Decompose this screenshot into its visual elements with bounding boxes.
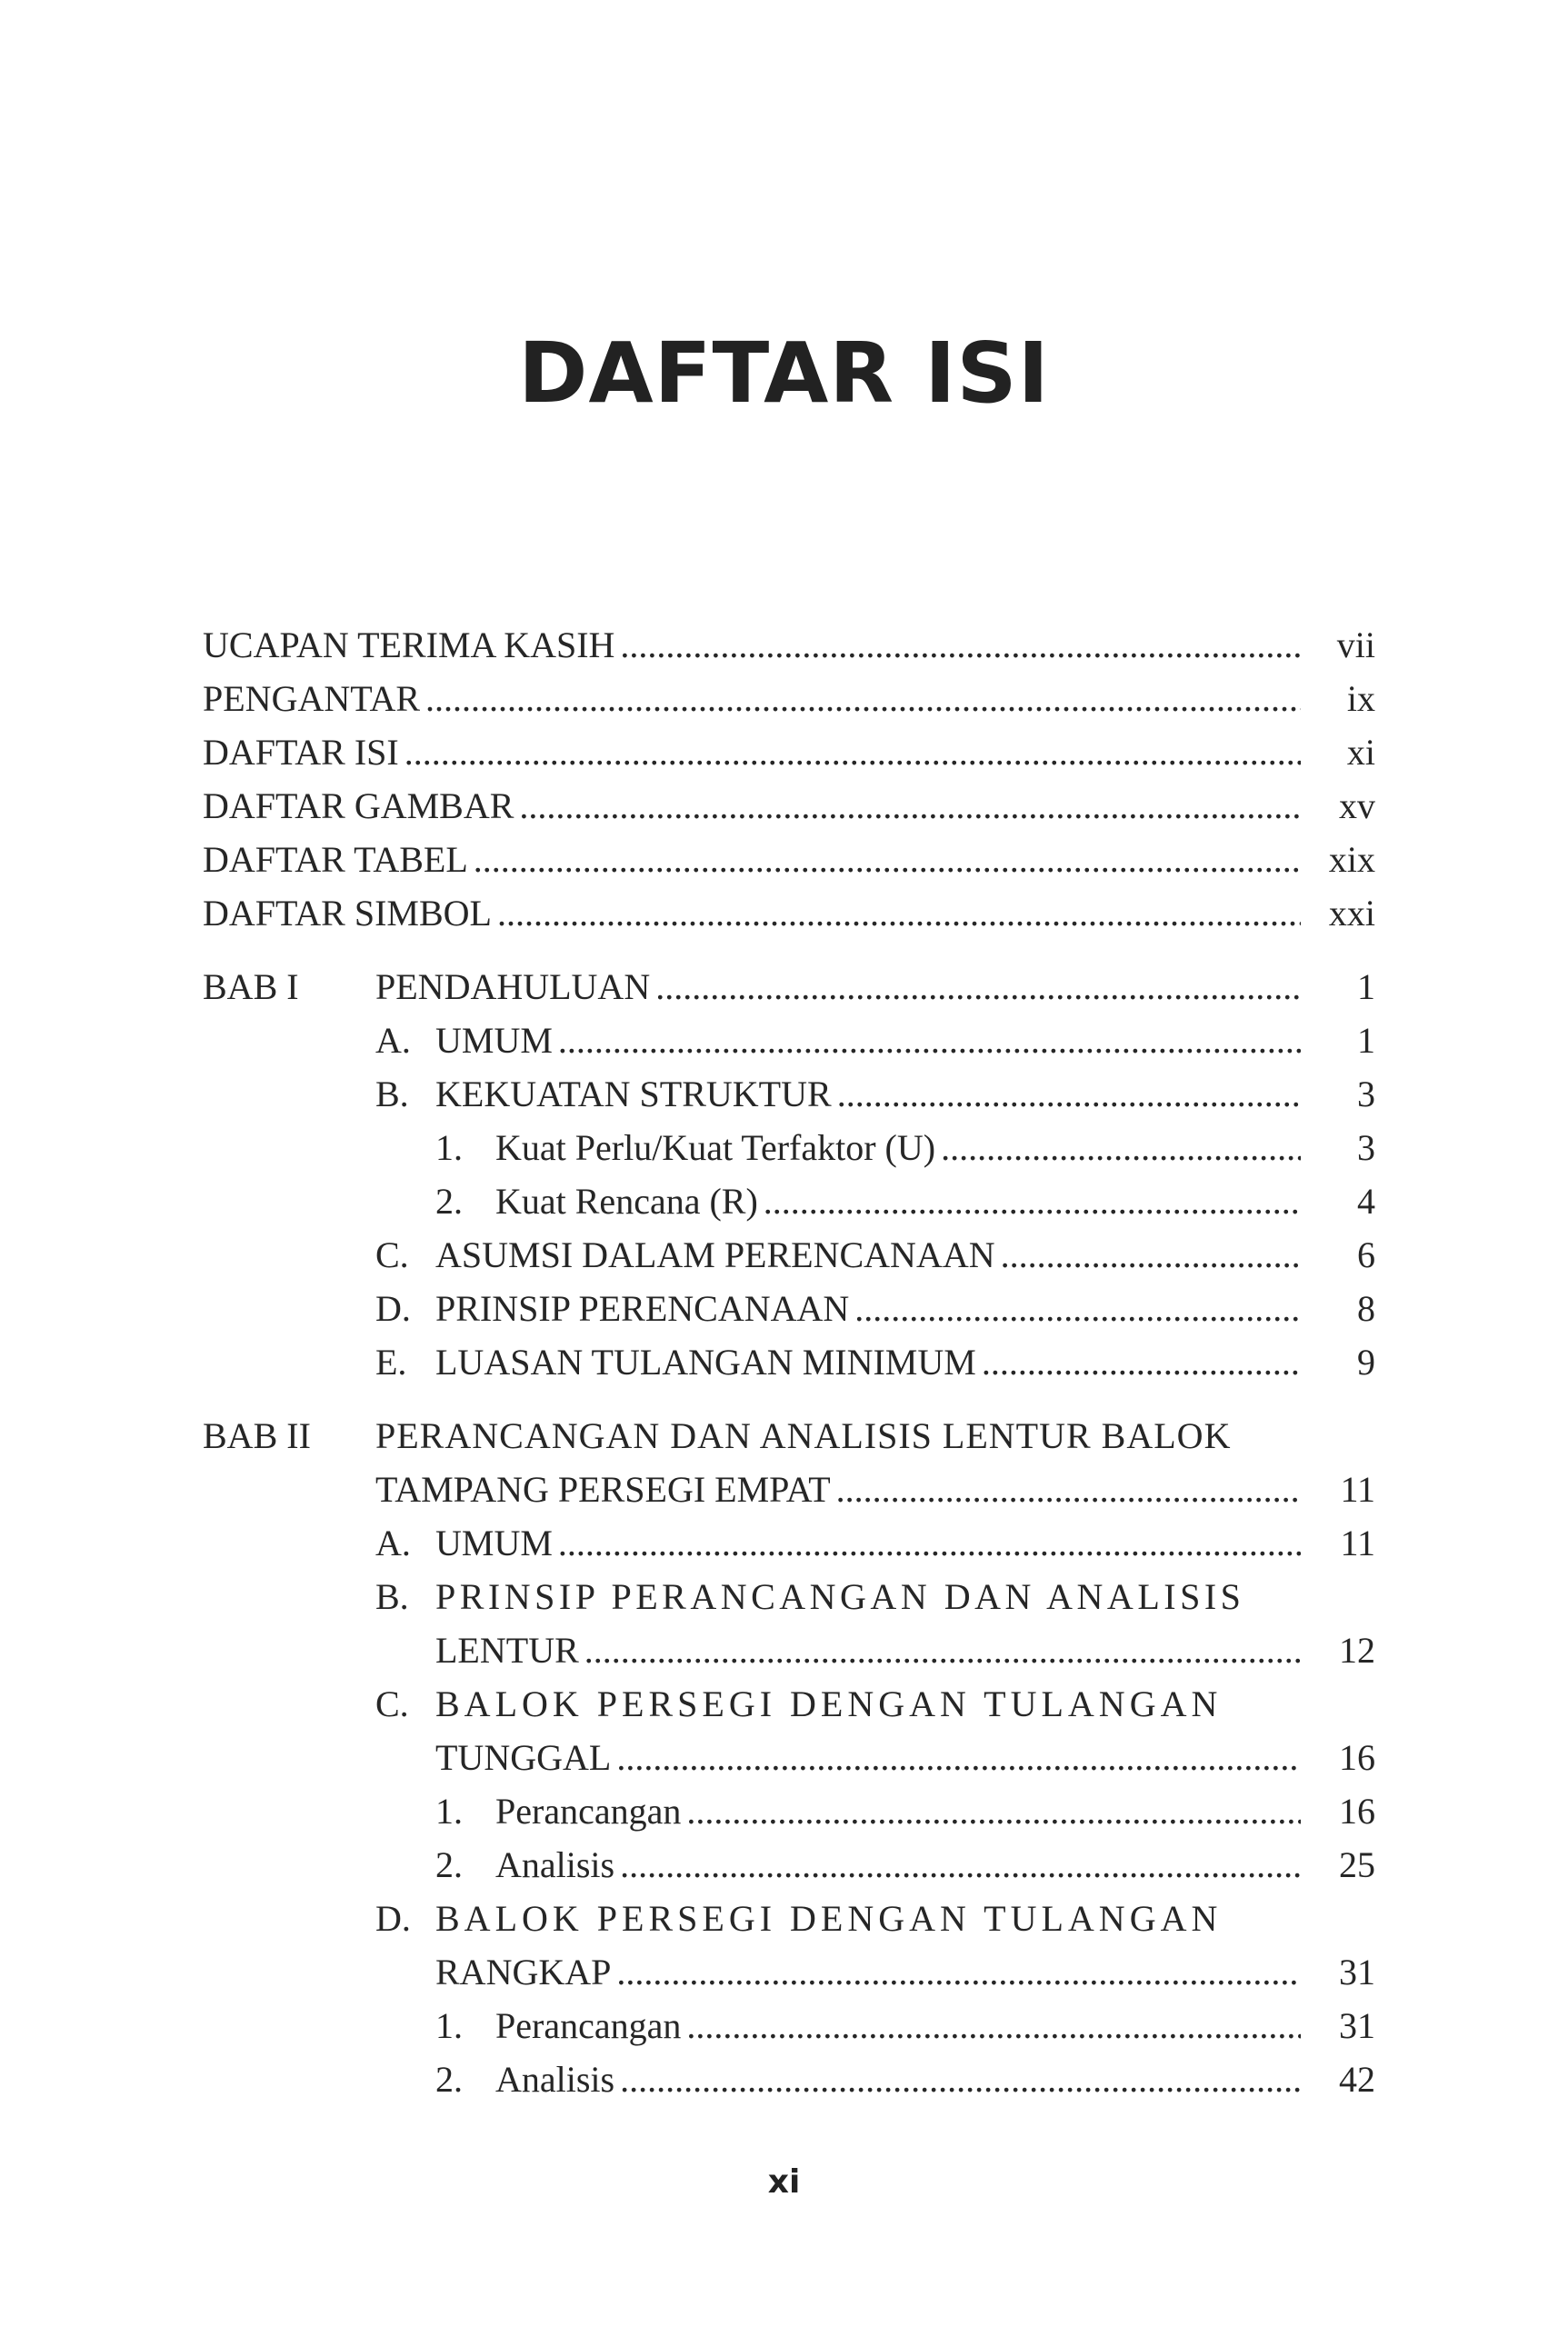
section-title: ASUMSI DALAM PERENCANAAN bbox=[435, 1234, 995, 1275]
toc-section-cont bbox=[203, 1731, 1375, 1784]
toc-subsection bbox=[203, 1174, 1375, 1228]
dot-leader bbox=[620, 1838, 1301, 1892]
toc-entry-daftar-isi bbox=[203, 725, 1375, 779]
toc-chapter-bab-1 bbox=[203, 960, 1375, 1014]
toc-section bbox=[203, 1892, 1375, 1945]
dot-leader bbox=[854, 1282, 1301, 1335]
toc-label: DAFTAR ISI bbox=[203, 732, 399, 773]
dot-leader bbox=[404, 725, 1301, 779]
chapter-title-line-1: PERANCANGAN DAN ANALISIS LENTUR BALOK bbox=[375, 1415, 1232, 1456]
toc-section bbox=[203, 1335, 1375, 1389]
section-gap bbox=[203, 940, 1375, 960]
subsection-title: Analisis bbox=[495, 2059, 615, 2100]
toc-page-number: 31 bbox=[1339, 1952, 1375, 1992]
toc-section bbox=[203, 1516, 1375, 1570]
section-number: E. bbox=[375, 1342, 407, 1383]
toc-section-cont bbox=[203, 1623, 1375, 1677]
subsection-title: Kuat Rencana (R) bbox=[495, 1181, 758, 1222]
section-number: A. bbox=[375, 1523, 411, 1563]
toc-entry-daftar-tabel bbox=[203, 833, 1375, 886]
section-title-line-1: BALOK PERSEGI DENGAN TULANGAN bbox=[435, 1683, 1223, 1724]
dot-leader bbox=[497, 886, 1301, 940]
dot-leader bbox=[584, 1623, 1301, 1677]
dot-leader bbox=[474, 833, 1301, 886]
toc-section bbox=[203, 1067, 1375, 1121]
dot-leader bbox=[686, 1784, 1301, 1838]
section-number: D. bbox=[375, 1898, 411, 1939]
toc-page-number: 1 bbox=[1357, 966, 1375, 1007]
toc-subsection bbox=[203, 1784, 1375, 1838]
section-number: B. bbox=[375, 1576, 409, 1617]
toc-page-number: xxi bbox=[1328, 893, 1375, 934]
dot-leader bbox=[836, 1463, 1301, 1516]
dot-leader bbox=[1001, 1228, 1301, 1282]
toc-label: UCAPAN TERIMA KASIH bbox=[203, 624, 615, 665]
toc-page-number: 3 bbox=[1357, 1127, 1375, 1168]
chapter-number: BAB I bbox=[203, 966, 299, 1007]
toc-label: DAFTAR GAMBAR bbox=[203, 785, 514, 826]
section-title-line-1: BALOK PERSEGI DENGAN TULANGAN bbox=[435, 1898, 1223, 1939]
subsection-number: 2. bbox=[435, 2059, 463, 2100]
toc-page-number: 8 bbox=[1357, 1288, 1375, 1329]
toc-page-number: 12 bbox=[1339, 1630, 1375, 1671]
dot-leader bbox=[764, 1174, 1301, 1228]
toc-page-number: 9 bbox=[1357, 1342, 1375, 1383]
chapter-number: BAB II bbox=[203, 1415, 311, 1456]
dot-leader bbox=[837, 1067, 1301, 1121]
dot-leader bbox=[941, 1121, 1301, 1174]
toc-subsection bbox=[203, 1121, 1375, 1174]
toc-subsection bbox=[203, 1999, 1375, 2052]
section-title-line-2: LENTUR bbox=[435, 1630, 579, 1671]
section-title: UMUM bbox=[435, 1523, 553, 1563]
dot-leader bbox=[982, 1335, 1301, 1389]
toc-page-number: xi bbox=[1346, 732, 1375, 773]
section-number: C. bbox=[375, 1234, 409, 1275]
section-number: B. bbox=[375, 1074, 409, 1114]
subsection-number: 1. bbox=[435, 1127, 463, 1168]
toc-page-number: 25 bbox=[1339, 1844, 1375, 1885]
dot-leader bbox=[655, 960, 1301, 1014]
toc-subsection bbox=[203, 2052, 1375, 2106]
toc-page-number: 11 bbox=[1340, 1469, 1375, 1510]
chapter-title: PENDAHULUAN bbox=[375, 966, 651, 1007]
toc-page-number: 11 bbox=[1340, 1523, 1375, 1563]
toc-label: DAFTAR TABEL bbox=[203, 839, 468, 880]
section-title-line-1: PRINSIP PERANCANGAN DAN ANALISIS bbox=[435, 1576, 1245, 1617]
toc-page-number: 16 bbox=[1339, 1791, 1375, 1832]
subsection-number: 2. bbox=[435, 1181, 463, 1222]
toc-page-number: xv bbox=[1339, 785, 1375, 826]
toc-page-number: 4 bbox=[1357, 1181, 1375, 1222]
toc-label: DAFTAR SIMBOL bbox=[203, 893, 492, 934]
section-number: A. bbox=[375, 1020, 411, 1061]
section-number: C. bbox=[375, 1683, 409, 1724]
toc-subsection bbox=[203, 1838, 1375, 1892]
chapter-title-line-2: TAMPANG PERSEGI EMPAT bbox=[375, 1469, 831, 1510]
toc-page-number: ix bbox=[1346, 678, 1375, 719]
subsection-title: Analisis bbox=[495, 1844, 615, 1885]
subsection-title: Perancangan bbox=[495, 2005, 682, 2046]
toc-chapter-bab-2-cont bbox=[203, 1463, 1375, 1516]
section-number: D. bbox=[375, 1288, 411, 1329]
dot-leader bbox=[519, 779, 1301, 833]
toc-page-number: 42 bbox=[1339, 2059, 1375, 2100]
toc-section-cont bbox=[203, 1945, 1375, 1999]
subsection-number: 2. bbox=[435, 1844, 463, 1885]
section-title-line-2: RANGKAP bbox=[435, 1952, 612, 1992]
toc-entry-pengantar bbox=[203, 672, 1375, 725]
subsection-number: 1. bbox=[435, 1791, 463, 1832]
section-title-line-2: TUNGGAL bbox=[435, 1737, 612, 1778]
toc-label: PENGANTAR bbox=[203, 678, 421, 719]
dot-leader bbox=[558, 1014, 1301, 1067]
section-title: LUASAN TULANGAN MINIMUM bbox=[435, 1342, 976, 1383]
toc-page-number: 16 bbox=[1339, 1737, 1375, 1778]
toc-entry-ucapan bbox=[203, 618, 1375, 672]
dot-leader bbox=[686, 1999, 1301, 2052]
dot-leader bbox=[616, 1945, 1301, 1999]
toc-entry-daftar-gambar bbox=[203, 779, 1375, 833]
subsection-title: Kuat Perlu/Kuat Terfaktor (U) bbox=[495, 1127, 936, 1168]
toc-page-number: vii bbox=[1336, 624, 1375, 665]
toc-page-number: xix bbox=[1328, 839, 1375, 880]
toc-page-number: 1 bbox=[1357, 1020, 1375, 1061]
section-title: KEKUATAN STRUKTUR bbox=[435, 1074, 832, 1114]
toc-section bbox=[203, 1570, 1375, 1623]
toc-page-number: 3 bbox=[1357, 1074, 1375, 1114]
dot-leader bbox=[425, 672, 1301, 725]
toc-section bbox=[203, 1228, 1375, 1282]
dot-leader bbox=[558, 1516, 1301, 1570]
section-title: PRINSIP PERENCANAAN bbox=[435, 1288, 850, 1329]
toc-section bbox=[203, 1014, 1375, 1067]
dot-leader bbox=[620, 2052, 1301, 2106]
toc-page-number: 6 bbox=[1357, 1234, 1375, 1275]
subsection-number: 1. bbox=[435, 2005, 463, 2046]
toc-section bbox=[203, 1282, 1375, 1335]
dot-leader bbox=[616, 1731, 1301, 1784]
toc-entry-daftar-simbol bbox=[203, 886, 1375, 940]
toc-page-number: 31 bbox=[1339, 2005, 1375, 2046]
toc-chapter-bab-2 bbox=[203, 1409, 1375, 1463]
section-gap bbox=[203, 1389, 1375, 1409]
dot-leader bbox=[620, 618, 1301, 672]
page-title: DAFTAR ISI bbox=[518, 325, 1050, 422]
section-title: UMUM bbox=[435, 1020, 553, 1061]
subsection-title: Perancangan bbox=[495, 1791, 682, 1832]
table-of-contents bbox=[203, 618, 1375, 2106]
page-folio: xi bbox=[767, 2163, 801, 2201]
toc-section bbox=[203, 1677, 1375, 1731]
